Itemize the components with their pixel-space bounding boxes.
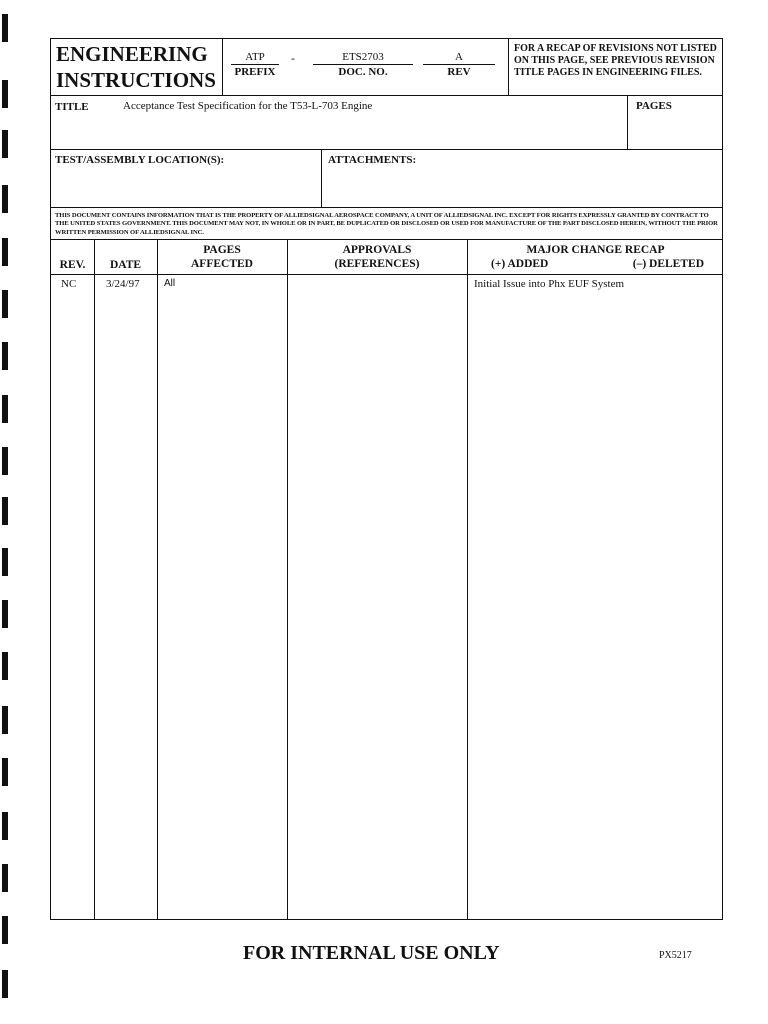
row-recap: Initial Issue into Phx EUF System	[474, 278, 625, 290]
test-assembly-location-label: TEST/ASSEMBLY LOCATION(S):	[55, 154, 225, 166]
title-section	[51, 96, 722, 150]
prefix-separator: -	[291, 51, 295, 65]
doc-no-value: ETS2703	[313, 51, 413, 65]
doc-no-field	[313, 51, 413, 79]
rev-field	[423, 51, 495, 79]
col-header-approvals	[287, 243, 467, 271]
document-id-fields	[223, 39, 509, 96]
form-code: PX5217	[659, 950, 692, 961]
pages-label: PAGES	[636, 100, 672, 112]
prefix-value: ATP	[231, 51, 279, 65]
attachments-box	[321, 150, 722, 207]
row-rev: NC	[61, 278, 77, 290]
row-pages-affected: All	[164, 278, 176, 289]
prefix-field	[231, 51, 279, 79]
location-section	[51, 150, 722, 208]
prefix-caption: PREFIX	[234, 66, 276, 78]
column-divider	[94, 240, 95, 919]
form-title	[51, 39, 223, 96]
col-header-approvals-line2: (REFERENCES)	[334, 258, 420, 270]
column-divider	[157, 240, 158, 919]
col-header-major-change-recap	[467, 243, 724, 271]
form-title-line2: INSTRUCTIONS	[56, 68, 216, 92]
col-header-recap-line1: MAJOR CHANGE RECAP	[526, 244, 665, 256]
title-value: Acceptance Test Specification for the T53-L-703 Engine	[123, 100, 373, 112]
revision-recap-note: FOR A RECAP OF REVISIONS NOT LISTED ON THIS PAGE, SEE PREVIOUS REVISION TITLE PAGES IN ENGINEERING FILES.	[514, 43, 717, 79]
col-header-rev: REV.	[59, 259, 86, 271]
col-header-recap-added: (+) ADDED	[491, 258, 549, 270]
form-title-line1: ENGINEERING	[56, 42, 208, 66]
rev-caption: REV	[447, 66, 471, 78]
rev-value: A	[423, 51, 495, 65]
pages-box	[627, 96, 722, 149]
col-header-date: DATE	[109, 259, 142, 271]
col-header-recap-subheads	[467, 257, 724, 271]
doc-no-caption: DOC. NO.	[338, 66, 388, 78]
column-divider	[467, 240, 468, 919]
revision-table-header	[51, 240, 722, 275]
column-divider	[287, 240, 288, 919]
col-header-recap-deleted: (–) DELETED	[632, 258, 704, 270]
col-header-approvals-line1: APPROVALS	[342, 244, 412, 256]
col-header-pages-line2: AFFECTED	[191, 258, 253, 270]
col-header-pages-line1: PAGES	[203, 244, 241, 256]
title-label: TITLE	[55, 101, 89, 113]
engineering-instructions-form	[50, 38, 723, 920]
col-header-pages-affected	[157, 243, 287, 271]
proprietary-notice: THIS DOCUMENT CONTAINS INFORMATION THAT IS THE PROPERTY OF ALLIEDSIGNAL AEROSPACE COMPANY, A UNIT OF ALLIEDSIGNAL INC. EXCEPT FOR RIGHTS EXPRESSLY GRANTED BY CONTRACT TO THE UNITED STATES GOVERNMENT. THIS DOCUMENT MAY NOT, IN WHOLE OR IN PART, BE DUPLICATED OR DISCLOSED OR USED FOR MANUFACTURE OF THE PART DISCLOSED HEREIN, WITHOUT THE PRIOR WRITTEN PERMISSION OF ALLIEDSIGNAL INC.	[55, 212, 718, 236]
attachments-label: ATTACHMENTS:	[328, 154, 417, 166]
revision-table	[51, 239, 722, 919]
internal-use-label: FOR INTERNAL USE ONLY	[243, 942, 500, 964]
form-header	[51, 39, 722, 96]
row-date: 3/24/97	[106, 278, 140, 290]
